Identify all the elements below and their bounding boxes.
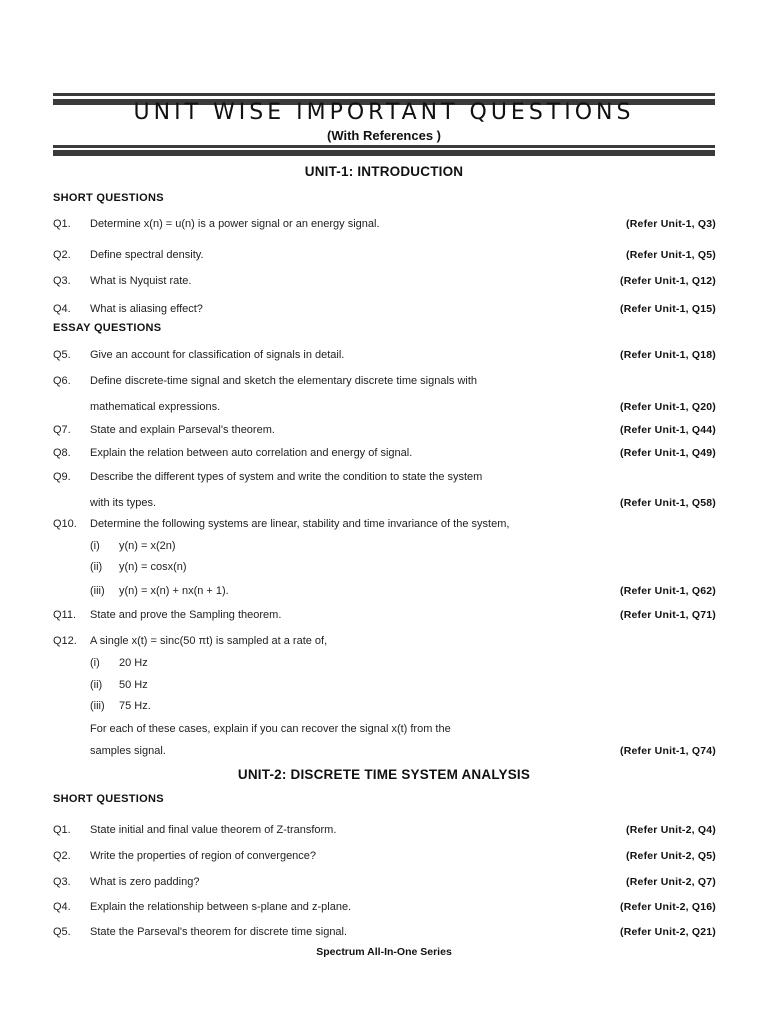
question-number: Q5. xyxy=(53,349,71,361)
page-title: UNIT WISE IMPORTANT QUESTIONS xyxy=(133,100,635,125)
question-number: Q10. xyxy=(53,518,77,530)
sub-part-text: y(n) = x(n) + nx(n + 1). xyxy=(119,585,229,597)
sub-part-label: (iii) xyxy=(90,585,105,597)
question-row xyxy=(0,518,768,534)
sub-part-text: 20 Hz xyxy=(119,657,148,669)
unit2-heading: UNIT-2: DISCRETE TIME SYSTEM ANALYSIS xyxy=(237,767,531,782)
question-text-continuation: mathematical expressions. xyxy=(90,401,221,413)
question-row xyxy=(0,218,768,234)
question-reference: (Refer Unit-1, Q71) xyxy=(620,609,716,621)
question-text: State and prove the Sampling theorem. xyxy=(90,609,282,621)
sub-part-label: (ii) xyxy=(90,561,103,573)
question-row xyxy=(0,249,768,265)
question-reference: (Refer Unit-1, Q58) xyxy=(620,497,716,509)
question-number: Q9. xyxy=(53,471,71,483)
question-text: Give an account for classification of signals in detail. xyxy=(90,349,345,361)
question-row xyxy=(0,303,768,319)
question-row-continuation xyxy=(0,497,768,513)
question-reference: (Refer Unit-1, Q18) xyxy=(620,349,716,361)
sub-part-row xyxy=(0,561,768,577)
question-text: Explain the relation between auto correlation and energy of signal. xyxy=(90,447,413,459)
question-row-continuation xyxy=(0,401,768,417)
sub-part-text: y(n) = cosx(n) xyxy=(119,561,187,573)
question-text-continuation: samples signal. xyxy=(90,745,166,757)
sub-part-label: (ii) xyxy=(90,679,103,691)
question-text-continuation: For each of these cases, explain if you can recover the signal x(t) from the xyxy=(90,723,451,735)
sub-part-label: (iii) xyxy=(90,700,105,712)
top-rule-thin xyxy=(53,93,715,96)
question-text: Write the properties of region of convergence? xyxy=(90,850,317,862)
question-text: Describe the different types of system and write the condition to state the system xyxy=(90,471,483,483)
sub-part-row xyxy=(0,700,768,716)
question-text: What is Nyquist rate. xyxy=(90,275,192,287)
page-footer: Spectrum All-In-One Series xyxy=(316,946,452,958)
question-reference: (Refer Unit-2, Q21) xyxy=(620,926,716,938)
question-row xyxy=(0,471,768,487)
question-row-continuation xyxy=(0,723,768,739)
question-text: Define spectral density. xyxy=(90,249,204,261)
question-number: Q4. xyxy=(53,303,71,315)
question-reference: (Refer Unit-1, Q5) xyxy=(626,249,716,261)
bottom-rule-thick xyxy=(53,150,715,156)
sub-part-text: 50 Hz xyxy=(119,679,148,691)
question-row xyxy=(0,635,768,651)
question-number: Q8. xyxy=(53,447,71,459)
question-text: State initial and final value theorem of Z-transform. xyxy=(90,824,337,836)
question-number: Q2. xyxy=(53,850,71,862)
unit1-short-questions-heading: SHORT QUESTIONS xyxy=(53,192,164,204)
question-row xyxy=(0,850,768,866)
sub-part-label: (i) xyxy=(90,657,100,669)
unit2-short-questions-heading: SHORT QUESTIONS xyxy=(53,793,164,805)
question-number: Q3. xyxy=(53,876,71,888)
question-row xyxy=(0,424,768,440)
question-number: Q2. xyxy=(53,249,71,261)
question-text: What is aliasing effect? xyxy=(90,303,203,315)
question-reference: (Refer Unit-1, Q44) xyxy=(620,424,716,436)
sub-part-row xyxy=(0,657,768,673)
question-reference: (Refer Unit-2, Q16) xyxy=(620,901,716,913)
sub-part-row xyxy=(0,585,768,601)
question-number: Q11. xyxy=(53,609,77,621)
sub-part-label: (i) xyxy=(90,540,100,552)
question-reference: (Refer Unit-1, Q20) xyxy=(620,401,716,413)
question-reference: (Refer Unit-1, Q49) xyxy=(620,447,716,459)
question-reference: (Refer Unit-1, Q15) xyxy=(620,303,716,315)
question-text: State and explain Parseval's theorem. xyxy=(90,424,275,436)
question-row xyxy=(0,901,768,917)
bottom-rule-thin xyxy=(53,145,715,148)
sub-part-row xyxy=(0,679,768,695)
unit1-heading: UNIT-1: INTRODUCTION xyxy=(304,164,464,179)
question-number: Q1. xyxy=(53,824,71,836)
question-number: Q6. xyxy=(53,375,71,387)
question-reference: (Refer Unit-1, Q74) xyxy=(620,745,716,757)
question-row xyxy=(0,926,768,942)
question-row xyxy=(0,824,768,840)
question-number: Q4. xyxy=(53,901,71,913)
question-text: Determine x(n) = u(n) is a power signal or an energy signal. xyxy=(90,218,380,230)
question-reference: (Refer Unit-2, Q5) xyxy=(626,850,716,862)
question-text: State the Parseval's theorem for discrete time signal. xyxy=(90,926,348,938)
question-number: Q1. xyxy=(53,218,71,230)
question-number: Q5. xyxy=(53,926,71,938)
question-reference: (Refer Unit-1, Q62) xyxy=(620,585,716,597)
question-reference: (Refer Unit-2, Q4) xyxy=(626,824,716,836)
page-subtitle: (With References ) xyxy=(326,128,442,143)
question-text: Explain the relationship between s-plane and z-plane. xyxy=(90,901,352,913)
question-row xyxy=(0,447,768,463)
question-text-continuation: with its types. xyxy=(90,497,157,509)
question-reference: (Refer Unit-1, Q3) xyxy=(626,218,716,230)
question-row xyxy=(0,349,768,365)
question-number: Q12. xyxy=(53,635,77,647)
question-text: A single x(t) = sinc(50 πt) is sampled at a rate of, xyxy=(90,635,328,647)
question-row-continuation xyxy=(0,745,768,761)
question-text: Define discrete-time signal and sketch the elementary discrete time signals with xyxy=(90,375,478,387)
question-reference: (Refer Unit-1, Q12) xyxy=(620,275,716,287)
question-number: Q7. xyxy=(53,424,71,436)
sub-part-text: y(n) = x(2n) xyxy=(119,540,176,552)
sub-part-text: 75 Hz. xyxy=(119,700,151,712)
question-reference: (Refer Unit-2, Q7) xyxy=(626,876,716,888)
unit1-essay-questions-heading: ESSAY QUESTIONS xyxy=(53,322,162,334)
sub-part-row xyxy=(0,540,768,556)
question-row xyxy=(0,375,768,391)
question-row xyxy=(0,876,768,892)
question-number: Q3. xyxy=(53,275,71,287)
question-row xyxy=(0,609,768,625)
question-row xyxy=(0,275,768,291)
question-text: What is zero padding? xyxy=(90,876,200,888)
question-text: Determine the following systems are linear, stability and time invariance of the system, xyxy=(90,518,510,530)
